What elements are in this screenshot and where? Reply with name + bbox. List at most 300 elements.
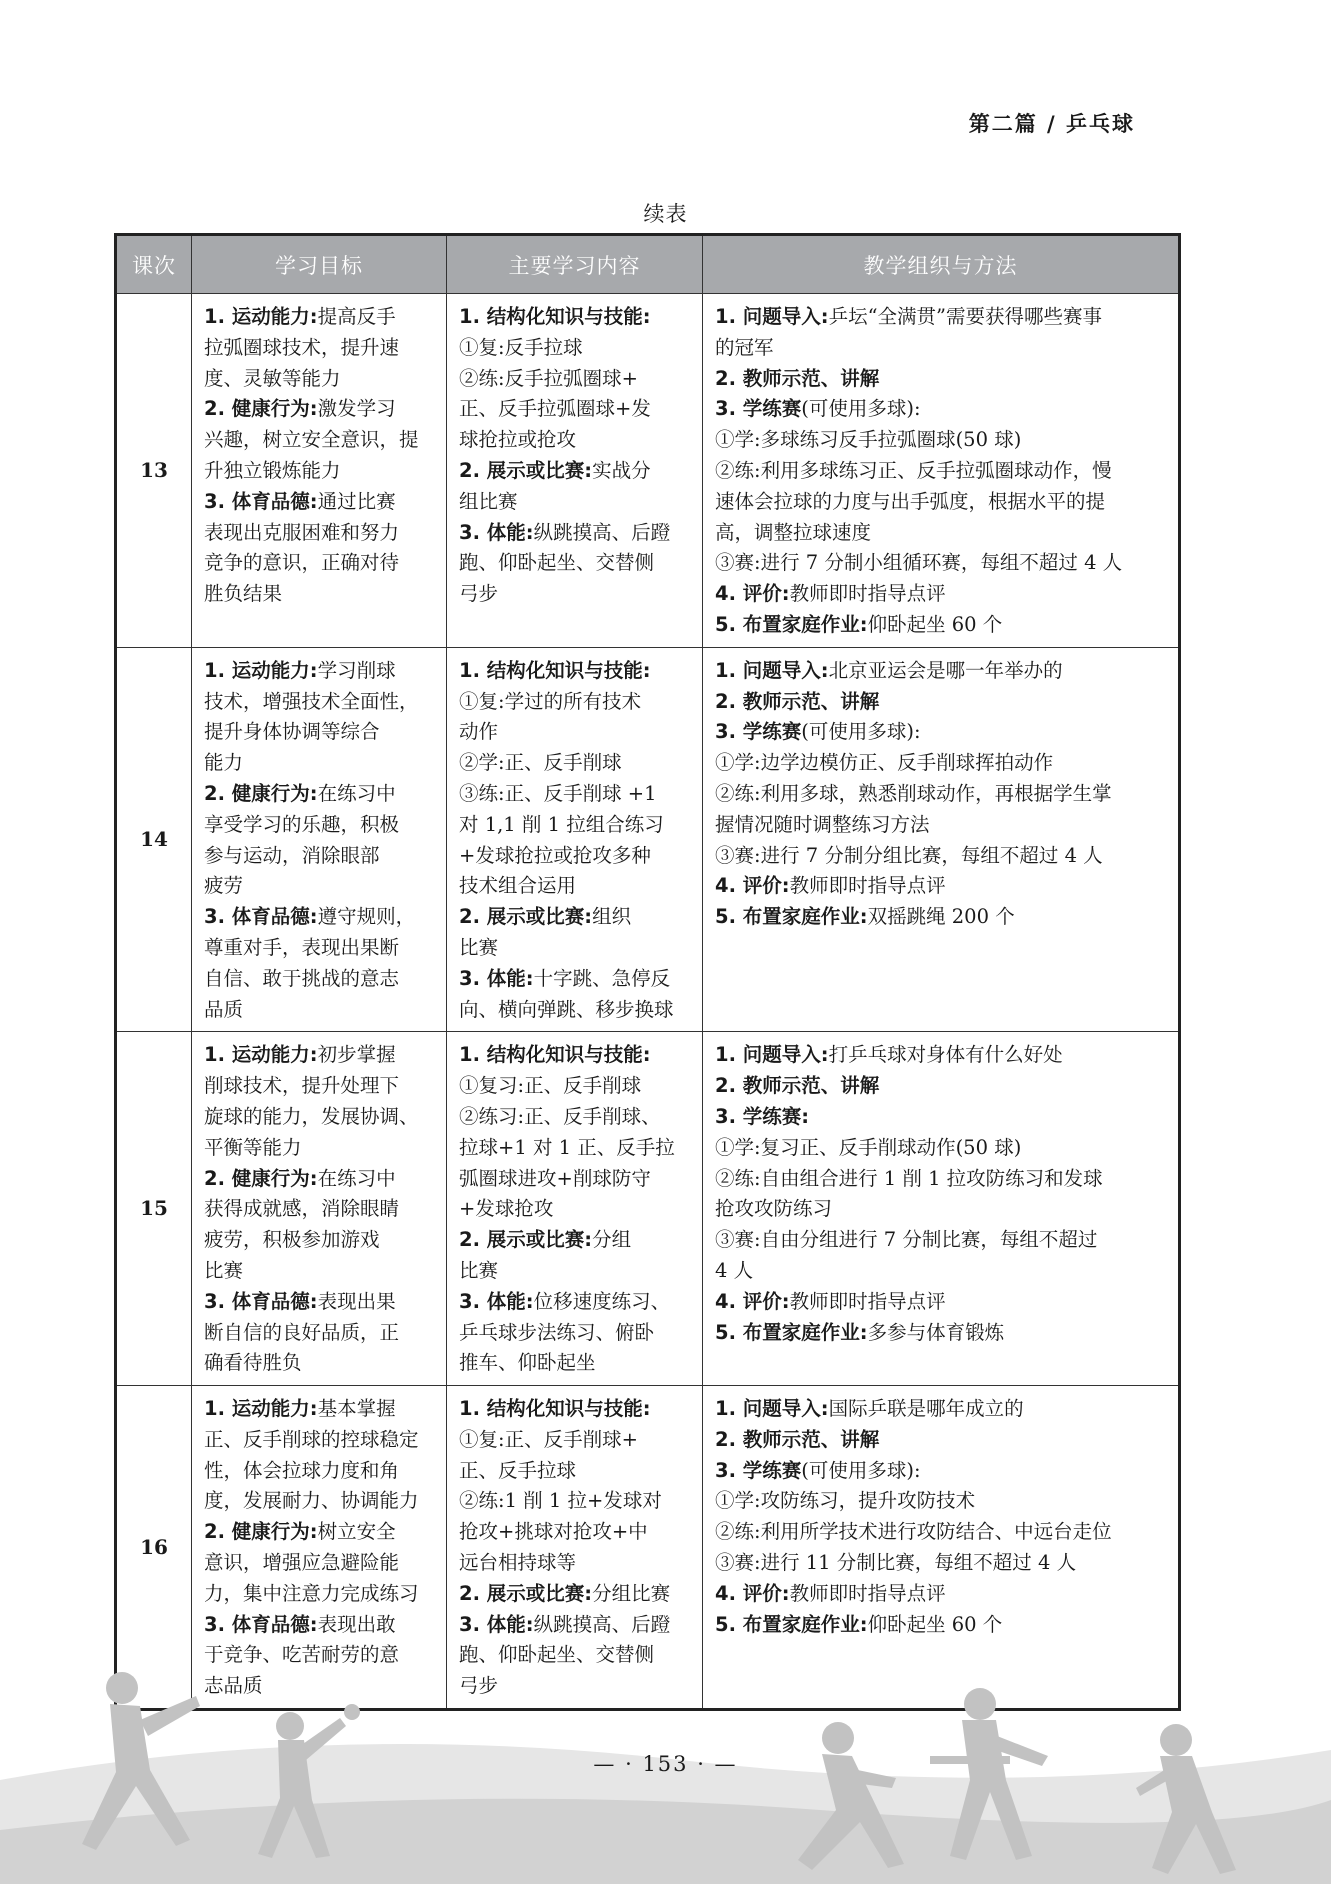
line-label: 1. 结构化知识与技能: — [459, 658, 651, 682]
cell-line — [459, 995, 694, 1026]
cell-line — [204, 1225, 438, 1256]
line-text: 激发学习 — [317, 397, 396, 421]
cell-line — [204, 841, 438, 872]
cell-line — [715, 810, 1170, 841]
line-text: 仰卧起坐 60 个 — [867, 1612, 1003, 1636]
cell-line — [204, 1287, 438, 1318]
line-text: ①学:攻防练习，提升攻防技术 — [715, 1489, 976, 1513]
line-text: 向、横向弹跳、移步换球 — [459, 997, 674, 1021]
line-text: ②练:自由组合进行 1 削 1 拉攻防练习和发球 — [715, 1166, 1103, 1190]
cell-line — [459, 1486, 694, 1517]
table-caption: 续表 — [643, 202, 688, 226]
line-text: 品质 — [204, 997, 244, 1021]
line-text: ③赛:进行 11 分制比赛，每组不超过 4 人 — [715, 1551, 1077, 1575]
line-text: 的冠军 — [715, 335, 774, 359]
line-label: 2. 教师示范、讲解 — [715, 1074, 880, 1098]
line-text: (可使用多球): — [801, 1458, 921, 1482]
header-lesson: 课次 — [116, 235, 192, 294]
line-text: (可使用多球): — [801, 397, 921, 421]
cell-line — [459, 1071, 694, 1102]
cell-methods — [703, 294, 1180, 648]
table-header-row — [116, 235, 1180, 294]
line-text: 树立安全 — [317, 1520, 396, 1544]
line-text: ①复:学过的所有技术 — [459, 689, 642, 713]
cell-line — [204, 1456, 438, 1487]
cell-line — [459, 964, 694, 995]
line-text: ①复习:正、反手削球 — [459, 1074, 642, 1098]
cell-content — [447, 1032, 703, 1386]
cell-line — [715, 748, 1170, 779]
cell-line — [459, 1610, 694, 1641]
cell-line — [715, 610, 1170, 641]
line-text: (可使用多球): — [801, 720, 921, 744]
cell-line — [715, 302, 1170, 333]
line-text: 教师即时指导点评 — [789, 1581, 946, 1605]
line-label: 1. 问题导入: — [715, 305, 829, 328]
line-text: 在练习中 — [317, 781, 396, 805]
line-text: 尊重对手，表现出果断 — [204, 935, 400, 959]
cell-line — [204, 717, 438, 748]
line-text: 仰卧起坐 60 个 — [867, 612, 1003, 636]
line-label: 1. 问题导入: — [715, 1397, 829, 1421]
line-text: 弧圈球进攻+削球防守 — [459, 1166, 651, 1190]
cell-line — [204, 902, 438, 933]
cell-methods — [703, 647, 1180, 1032]
cell-line — [715, 779, 1170, 810]
line-text: ③练:正、反手削球 +1 — [459, 781, 657, 805]
line-label: 5. 布置家庭作业: — [715, 905, 868, 929]
table-row — [116, 647, 1180, 1032]
cell-line — [715, 1194, 1170, 1225]
line-text: 北京亚运会是哪一年举办的 — [828, 658, 1063, 682]
cell-line — [715, 1486, 1170, 1517]
line-label: 3. 体育品德: — [204, 905, 318, 929]
line-label: 2. 健康行为: — [204, 1520, 318, 1544]
line-text: ③赛:进行 7 分制小组循环赛，每组不超过 4 人 — [715, 551, 1123, 575]
page-number: — · 153 · — — [593, 1752, 738, 1776]
line-text: 球抢拉或抢攻 — [459, 428, 577, 452]
line-text: ②练:利用所学技术进行攻防结合、中远台走位 — [715, 1520, 1112, 1544]
cell-line — [459, 1040, 694, 1071]
line-text: 握情况随时调整练习方法 — [715, 812, 930, 836]
line-text: 提高反手 — [317, 305, 396, 328]
line-text: 高，调整拉球速度 — [715, 520, 872, 544]
line-text: 自信、敢于挑战的意志 — [204, 966, 400, 990]
cell-line — [459, 1287, 694, 1318]
cell-goals — [192, 1032, 447, 1386]
cell-line — [459, 748, 694, 779]
cell-line — [459, 302, 694, 333]
line-text: 跑、仰卧起坐、交替侧 — [459, 551, 655, 575]
line-label: 2. 展示或比赛: — [459, 1228, 593, 1252]
cell-line — [204, 1102, 438, 1133]
cell-line — [459, 518, 694, 549]
line-label: 3. 体能: — [459, 520, 534, 544]
cell-line — [204, 364, 438, 395]
cell-line — [459, 333, 694, 364]
line-text: ①复:正、反手削球+ — [459, 1427, 638, 1451]
line-label: 2. 健康行为: — [204, 397, 318, 421]
cell-line — [204, 871, 438, 902]
cell-line — [715, 1610, 1170, 1641]
line-text: 组织 — [592, 905, 632, 929]
line-text: 乒坛“全满贯”需要获得哪些赛事 — [828, 305, 1103, 328]
cell-line — [204, 425, 438, 456]
line-text: 乒乓球步法练习、俯卧 — [459, 1320, 655, 1344]
line-text: ①学:复习正、反手削球动作(50 球) — [715, 1135, 1022, 1159]
cell-line — [204, 487, 438, 518]
cell-line — [715, 1456, 1170, 1487]
line-label: 1. 运动能力: — [204, 1043, 318, 1067]
cell-line — [715, 1287, 1170, 1318]
cell-line — [715, 1102, 1170, 1133]
line-text: ②练:1 削 1 拉+发球对 — [459, 1489, 662, 1513]
cell-line — [715, 456, 1170, 487]
cell-content — [447, 647, 703, 1032]
cell-line — [715, 687, 1170, 718]
cell-line — [715, 1425, 1170, 1456]
header-content: 主要学习内容 — [447, 235, 703, 294]
cell-line — [459, 810, 694, 841]
cell-content — [447, 294, 703, 648]
line-text: 获得成就感，消除眼睛 — [204, 1197, 400, 1221]
line-label: 5. 布置家庭作业: — [715, 1320, 868, 1344]
cell-goals — [192, 294, 447, 648]
cell-line — [715, 1164, 1170, 1195]
table-row — [116, 294, 1180, 648]
cell-line — [204, 1394, 438, 1425]
line-text: 纵跳摸高、后蹬 — [533, 520, 671, 544]
line-text: 抢攻+挑球对抢攻+中 — [459, 1520, 648, 1544]
cell-line — [459, 902, 694, 933]
cell-line — [459, 579, 694, 610]
line-text: 比赛 — [459, 1258, 499, 1282]
line-text: 纵跳摸高、后蹬 — [533, 1612, 671, 1636]
line-text: 提升身体协调等综合 — [204, 720, 380, 744]
cell-line — [459, 1425, 694, 1456]
line-text: 比赛 — [459, 935, 499, 959]
line-label: 3. 体能: — [459, 966, 534, 990]
line-text: 表现出果 — [317, 1289, 396, 1313]
cell-line — [204, 302, 438, 333]
cell-line — [459, 933, 694, 964]
cell-line — [459, 394, 694, 425]
line-label: 1. 运动能力: — [204, 658, 318, 682]
line-text: ③赛:自由分组进行 7 分制比赛，每组不超过 — [715, 1228, 1098, 1252]
line-text: 度、灵敏等能力 — [204, 366, 341, 390]
line-text: 在练习中 — [317, 1166, 396, 1190]
cell-line — [715, 1256, 1170, 1287]
line-text: 动作 — [459, 720, 499, 744]
line-label: 1. 问题导入: — [715, 1043, 829, 1067]
cell-line — [715, 1517, 1170, 1548]
line-label: 2. 教师示范、讲解 — [715, 689, 880, 713]
line-text: ③赛:进行 7 分制分组比赛，每组不超过 4 人 — [715, 843, 1103, 867]
cell-line — [715, 1040, 1170, 1071]
cell-line — [715, 394, 1170, 425]
cell-line — [459, 1456, 694, 1487]
line-text: 正、反手拉弧圈球+发 — [459, 397, 651, 421]
cell-line — [715, 1548, 1170, 1579]
lesson-number: 15 — [116, 1032, 192, 1386]
line-text: 于竞争、吃苦耐劳的意 — [204, 1643, 400, 1667]
cell-line — [204, 964, 438, 995]
cell-line — [204, 1256, 438, 1287]
line-text: ②练:利用多球练习正、反手拉弧圈球动作，慢 — [715, 458, 1112, 482]
header-goals: 学习目标 — [192, 235, 447, 294]
line-text: ②学:正、反手削球 — [459, 751, 622, 775]
line-text: ②练习:正、反手削球、 — [459, 1104, 661, 1128]
cell-line — [204, 548, 438, 579]
line-label: 3. 学练赛: — [715, 1104, 810, 1128]
line-label: 3. 体能: — [459, 1289, 534, 1313]
line-text: 十字跳、急停反 — [533, 966, 671, 990]
cell-line — [204, 1071, 438, 1102]
line-text: 教师即时指导点评 — [789, 1289, 946, 1313]
line-text: 组比赛 — [459, 489, 518, 513]
cell-line — [715, 841, 1170, 872]
line-text: 参与运动，消除眼部 — [204, 843, 380, 867]
line-label: 1. 运动能力: — [204, 1397, 318, 1421]
cell-line — [204, 394, 438, 425]
line-text: +发球抢拉或抢攻多种 — [459, 843, 651, 867]
cell-line — [459, 1256, 694, 1287]
line-text: 学习削球 — [317, 658, 396, 682]
cell-line — [204, 1164, 438, 1195]
line-label: 4. 评价: — [715, 1289, 790, 1313]
cell-line — [204, 579, 438, 610]
line-text: 国际乒联是哪年成立的 — [828, 1397, 1024, 1421]
table-row — [116, 1032, 1180, 1386]
cell-line — [459, 548, 694, 579]
cell-line — [715, 425, 1170, 456]
cell-line — [459, 656, 694, 687]
line-label: 3. 学练赛 — [715, 397, 802, 421]
cell-line — [459, 687, 694, 718]
line-text: 疲劳 — [204, 874, 244, 898]
line-text: 旋球的能力，发展协调、 — [204, 1104, 419, 1128]
cell-line — [715, 1225, 1170, 1256]
cell-line — [715, 1318, 1170, 1349]
line-text: 享受学习的乐趣，积极 — [204, 812, 400, 836]
line-label: 1. 结构化知识与技能: — [459, 1043, 651, 1067]
line-text: 表现出敢 — [317, 1612, 396, 1636]
line-text: 平衡等能力 — [204, 1135, 302, 1159]
cell-methods — [703, 1032, 1180, 1386]
cell-line — [459, 487, 694, 518]
cell-line — [459, 1194, 694, 1225]
line-label: 4. 评价: — [715, 1581, 790, 1605]
line-text: 力，集中注意力完成练习 — [204, 1581, 419, 1605]
lesson-number: 13 — [116, 294, 192, 648]
cell-line — [459, 871, 694, 902]
line-text: 拉弧圈球技术，提升速 — [204, 335, 400, 359]
cell-line — [204, 1517, 438, 1548]
line-label: 3. 体能: — [459, 1612, 534, 1636]
cell-line — [715, 1394, 1170, 1425]
line-label: 2. 展示或比赛: — [459, 905, 593, 929]
line-text: 弓步 — [459, 1674, 499, 1698]
line-text: 技术组合运用 — [459, 874, 577, 898]
line-label: 5. 布置家庭作业: — [715, 612, 868, 636]
line-text: 疲劳，积极参加游戏 — [204, 1228, 380, 1252]
cell-line — [715, 548, 1170, 579]
line-text: 跑、仰卧起坐、交替侧 — [459, 1643, 655, 1667]
line-text: 位移速度练习、 — [533, 1289, 671, 1313]
line-label: 1. 结构化知识与技能: — [459, 1397, 651, 1421]
cell-line — [204, 1133, 438, 1164]
cell-line — [715, 717, 1170, 748]
cell-line — [715, 1579, 1170, 1610]
line-text: 升独立锻炼能力 — [204, 458, 341, 482]
line-text: 志品质 — [204, 1674, 263, 1698]
line-text: 基本掌握 — [317, 1397, 396, 1421]
cell-line — [715, 1133, 1170, 1164]
line-text: 技术，增强技术全面性， — [204, 689, 419, 713]
cell-line — [459, 1579, 694, 1610]
cell-line — [204, 748, 438, 779]
line-text: 4 人 — [715, 1258, 754, 1282]
line-label: 3. 学练赛 — [715, 720, 802, 744]
line-text: 多参与体育锻炼 — [867, 1320, 1005, 1344]
line-label: 1. 运动能力: — [204, 305, 318, 328]
cell-line — [459, 717, 694, 748]
header-methods: 教学组织与方法 — [703, 235, 1180, 294]
line-text: 对 1,1 削 1 拉组合练习 — [459, 812, 664, 836]
cell-line — [204, 779, 438, 810]
line-text: 确看待胜负 — [204, 1351, 302, 1375]
line-text: +发球抢攻 — [459, 1197, 554, 1221]
cell-line — [204, 1194, 438, 1225]
line-text: 抢攻攻防练习 — [715, 1197, 833, 1221]
line-text: 推车、仰卧起坐 — [459, 1351, 596, 1375]
line-text: 性，体会拉球力度和角 — [204, 1458, 400, 1482]
line-label: 4. 评价: — [715, 582, 790, 606]
line-text: 意识，增强应急避险能 — [204, 1551, 400, 1575]
cell-line — [204, 995, 438, 1026]
cell-line — [459, 1318, 694, 1349]
line-text: 度，发展耐力、协调能力 — [204, 1489, 419, 1513]
cell-line — [715, 518, 1170, 549]
cell-line — [204, 1318, 438, 1349]
cell-line — [204, 1040, 438, 1071]
cell-line — [204, 1579, 438, 1610]
cell-line — [459, 841, 694, 872]
line-label: 3. 体育品德: — [204, 1289, 318, 1313]
line-label: 3. 学练赛 — [715, 1458, 802, 1482]
line-text: ②练:利用多球，熟悉削球动作，再根据学生掌 — [715, 781, 1112, 805]
cell-line — [459, 779, 694, 810]
line-text: 远台相持球等 — [459, 1551, 577, 1575]
line-text: 打乒乓球对身体有什么好处 — [828, 1043, 1063, 1067]
cell-line — [459, 1164, 694, 1195]
cell-line — [715, 902, 1170, 933]
cell-line — [715, 364, 1170, 395]
line-label: 2. 展示或比赛: — [459, 1581, 593, 1605]
line-text: 断自信的良好品质，正 — [204, 1320, 400, 1344]
line-text: ①复:反手拉球 — [459, 335, 583, 359]
line-label: 1. 问题导入: — [715, 658, 829, 682]
line-text: 胜负结果 — [204, 582, 283, 606]
lesson-plan-table — [114, 233, 1181, 1711]
running-head: 第二篇 / 乒乓球 — [968, 111, 1135, 136]
line-text: 表现出克服困难和努力 — [204, 520, 400, 544]
cell-line — [459, 1348, 694, 1379]
cell-line — [459, 1225, 694, 1256]
cell-line — [204, 1348, 438, 1379]
line-text: 能力 — [204, 751, 244, 775]
cell-line — [715, 656, 1170, 687]
cell-line — [204, 1425, 438, 1456]
line-text: 正、反手削球的控球稳定 — [204, 1427, 419, 1451]
line-text: 通过比赛 — [317, 489, 396, 513]
cell-line — [715, 487, 1170, 518]
cell-line — [204, 1548, 438, 1579]
cell-line — [459, 364, 694, 395]
cell-line — [459, 456, 694, 487]
cell-goals — [192, 647, 447, 1032]
line-text: 双摇跳绳 200 个 — [867, 905, 1015, 929]
line-text: 拉球+1 对 1 正、反手拉 — [459, 1135, 675, 1159]
line-label: 2. 健康行为: — [204, 1166, 318, 1190]
cell-line — [204, 656, 438, 687]
line-text: ①学:多球练习反手拉弧圈球(50 球) — [715, 428, 1022, 452]
line-text: 分组比赛 — [592, 1581, 671, 1605]
cell-line — [459, 1133, 694, 1164]
cell-line — [204, 1486, 438, 1517]
line-text: 教师即时指导点评 — [789, 874, 946, 898]
lesson-number: 14 — [116, 647, 192, 1032]
line-text: ②练:反手拉弧圈球+ — [459, 366, 638, 390]
line-text: 速体会拉球的力度与出手弧度，根据水平的提 — [715, 489, 1106, 513]
cell-line — [459, 1394, 694, 1425]
cell-line — [715, 333, 1170, 364]
cell-line — [459, 1548, 694, 1579]
cell-line — [204, 518, 438, 549]
cell-line — [459, 1517, 694, 1548]
line-text: 正、反手拉球 — [459, 1458, 577, 1482]
cell-line — [204, 333, 438, 364]
cell-line — [715, 871, 1170, 902]
cell-line — [715, 1071, 1170, 1102]
line-label: 3. 体育品德: — [204, 1612, 318, 1636]
line-text: ①学:边学边模仿正、反手削球挥拍动作 — [715, 751, 1054, 775]
line-text: 实战分 — [592, 458, 651, 482]
line-text: 比赛 — [204, 1258, 244, 1282]
line-label: 2. 教师示范、讲解 — [715, 366, 880, 390]
cell-line — [715, 579, 1170, 610]
cell-line — [204, 687, 438, 718]
line-label: 4. 评价: — [715, 874, 790, 898]
line-text: 竞争的意识，正确对待 — [204, 551, 400, 575]
lesson-number: 16 — [116, 1386, 192, 1710]
line-label: 2. 健康行为: — [204, 781, 318, 805]
line-label: 2. 教师示范、讲解 — [715, 1427, 880, 1451]
cell-line — [204, 810, 438, 841]
line-label: 2. 展示或比赛: — [459, 458, 593, 482]
line-text: 削球技术，提升处理下 — [204, 1074, 400, 1098]
line-text: 教师即时指导点评 — [789, 582, 946, 606]
cell-line — [204, 456, 438, 487]
line-text: 弓步 — [459, 582, 499, 606]
cell-line — [459, 425, 694, 456]
line-text: 分组 — [592, 1228, 632, 1252]
line-text: 兴趣，树立安全意识，提 — [204, 428, 419, 452]
cell-line — [204, 1610, 438, 1641]
line-text: 初步掌握 — [317, 1043, 396, 1067]
line-label: 3. 体育品德: — [204, 489, 318, 513]
cell-line — [204, 933, 438, 964]
